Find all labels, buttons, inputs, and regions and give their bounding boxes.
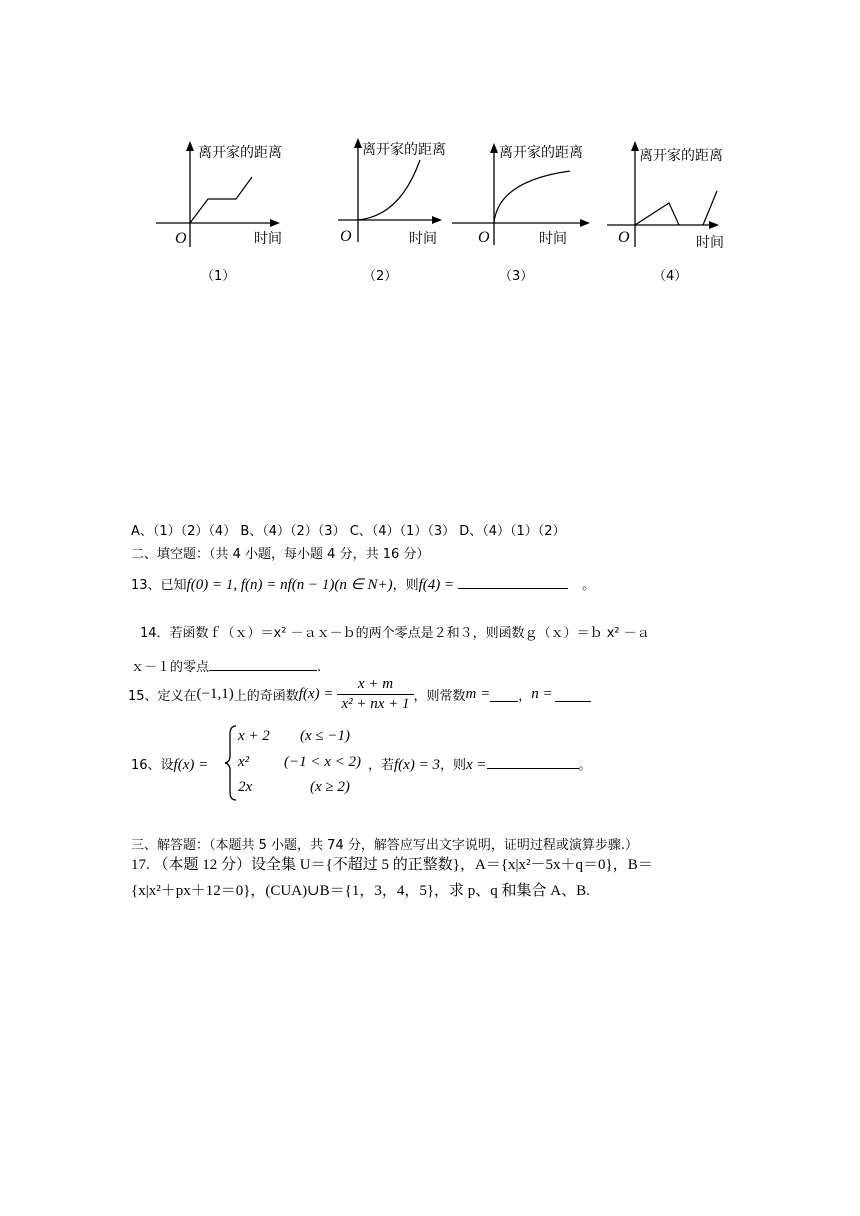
q13-ask: f(4) = [418, 577, 455, 593]
graph-1 [150, 135, 290, 255]
q16-brace [224, 724, 238, 802]
graph-2 [330, 130, 460, 250]
q15-prefix: 15、定义在 [128, 689, 197, 704]
question-14-line-1: 14．若函数ｆ（ｘ）＝x² －ａｘ－ｂ的两个零点是２和３，则函数ｇ（ｘ）＝ｂ x² －ａ [140, 626, 650, 641]
q16-case-2-cond: (−1 < x < 2) [284, 754, 362, 770]
graph-caption-3: （3） [499, 269, 534, 284]
question-17-line-1: 17. （本题 12 分）设全集 U＝{不超过 5 的正整数}，A＝{x|x²－5x＋q＝0}，B＝ [131, 857, 653, 873]
x-axis-label: 时间 [539, 231, 567, 247]
x-axis-label: 时间 [254, 231, 282, 247]
q15-n: n = [531, 686, 553, 702]
y-axis-label: 离开家的距离 [639, 148, 723, 164]
x-axis-label: 时间 [696, 235, 724, 251]
y-axis-label: 离开家的距离 [362, 142, 446, 158]
q16-ask: x = [465, 757, 487, 773]
graph-caption-4: （4） [653, 269, 688, 284]
q13-prefix: 13、已知 [131, 578, 187, 593]
section-3-title: 三、解答题：（本题共 5 小题，共 74 分，解答应写出文字说明，证明过程或演算步骤.） [131, 838, 638, 853]
q15-sep: ， [518, 689, 532, 704]
origin-label: O [618, 229, 630, 246]
q15-fraction [337, 676, 413, 713]
q15-mid: 上的奇函数 [233, 689, 299, 704]
q16-cond: f(x) = 3 [394, 757, 440, 773]
q13-suffix: 。 [582, 578, 596, 593]
graph-3 [450, 135, 600, 255]
section-2-title: 二、填空题：（共 4 小题，每小题 4 分，共 16 分） [131, 547, 430, 562]
q16-answer-blank[interactable] [487, 767, 579, 769]
q15-m: m = [465, 686, 491, 702]
q16-prefix-block [131, 754, 208, 774]
graph-4 [605, 135, 735, 260]
q16-case-3 [238, 779, 350, 796]
y-axis-label: 离开家的距离 [499, 145, 583, 161]
q13-formula: f(0) = 1, f(n) = nf(n − 1)(n ∈ N+) [186, 577, 393, 593]
q15-tail: ，则常数 [413, 689, 466, 704]
q14-answer-blank[interactable] [209, 669, 317, 671]
origin-label: O [478, 229, 490, 246]
q15-m-blank[interactable] [490, 700, 518, 702]
question-17-line-2: {x|x²＋px＋12＝0}，(CUA)∪B＝{1，3，4，5}，求 p、q 和集合 A、B. [131, 883, 590, 899]
y-axis-label: 离开家的距离 [198, 145, 282, 161]
q16-case-1-expr: x + 2 [238, 728, 270, 744]
question-15 [128, 676, 591, 713]
q16-suffix: 。 [578, 758, 592, 773]
question-13 [131, 574, 595, 594]
q15-fx: f(x) = [298, 686, 334, 702]
q16-tail-block [368, 754, 592, 774]
origin-label: O [175, 230, 187, 247]
question-14-line-2 [131, 656, 321, 675]
q14-suffix: . [317, 660, 322, 675]
q14-line2-prefix: ｘ－１的零点 [131, 660, 210, 675]
q15-n-blank[interactable] [555, 700, 591, 702]
q15-denominator: x² + nx + 1 [337, 694, 413, 713]
q16-case-1-cond: (x ≤ −1) [300, 728, 351, 744]
q16-case-1 [238, 728, 350, 745]
q15-interval: (−1,1) [196, 686, 234, 702]
q13-mid: ，则 [392, 578, 419, 593]
x-axis-label: 时间 [409, 231, 437, 247]
q16-prefix: 16、设 [131, 758, 174, 773]
answer-options: A、（1）（2）（4） B、（4）（2）（3） C、（4）（1）（3） D、（4）（1）（2） [131, 524, 566, 539]
q16-case-2 [238, 754, 361, 771]
graph-caption-1: （1） [201, 269, 236, 284]
graph-caption-2: （2） [363, 269, 398, 284]
origin-label: O [340, 228, 352, 245]
q16-case-3-expr: 2x [238, 779, 253, 795]
q13-answer-blank[interactable] [458, 587, 568, 589]
q16-tail: ，则 [439, 758, 466, 773]
q16-case-2-expr: x² [238, 754, 250, 770]
q15-numerator: x + m [357, 676, 394, 692]
q16-case-3-cond: (x ≥ 2) [310, 779, 350, 795]
q16-fx: f(x) = [173, 757, 209, 773]
q16-mid: ，若 [368, 758, 395, 773]
